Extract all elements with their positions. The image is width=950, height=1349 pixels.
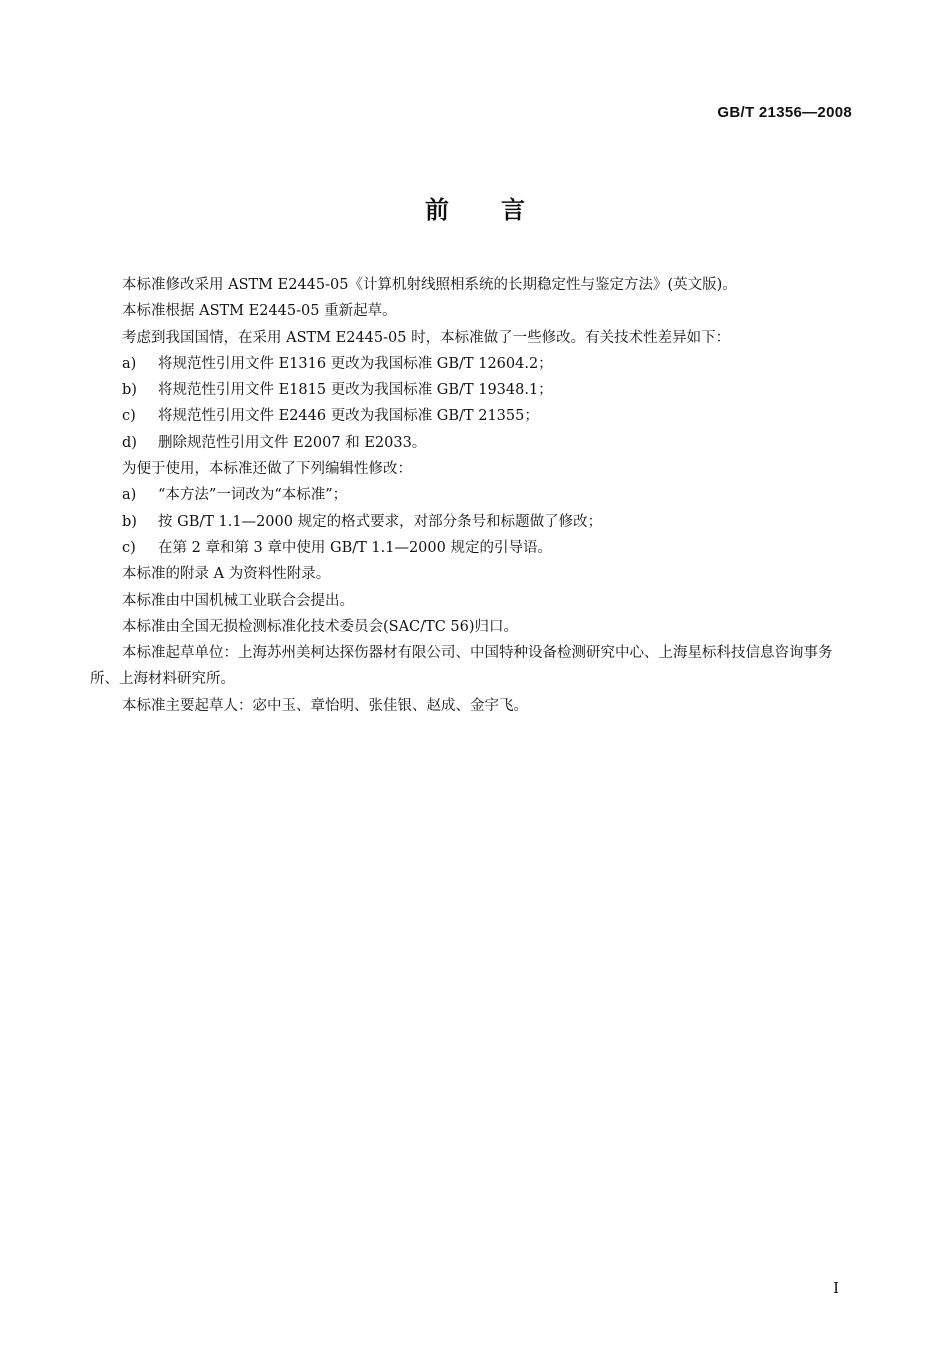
paragraph-redraft: 本标准根据 ASTM E2445-05 重新起草。 <box>122 303 397 320</box>
list-item-text: 按 GB/T 1.1—2000 规定的格式要求，对部分条号和标题做了修改； <box>158 513 603 530</box>
list-marker: a) <box>122 487 137 504</box>
paragraph-adoption: 本标准修改采用 ASTM E2445-05《计算机射线照相系统的长期稳定性与鉴定方法》(英文版)。 <box>122 277 737 293</box>
paragraph-committee: 本标准由全国无损检测标准化技术委员会(SAC/TC 56)归口。 <box>122 618 519 635</box>
list-item-editorial-c <box>90 535 855 561</box>
list-item-tech-diff-d <box>90 430 855 456</box>
paragraph-tech-diff-intro: 考虑到我国国情，在采用 ASTM E2445-05 时，本标准做了一些修改。有关技术性差异如下： <box>122 329 731 346</box>
list-item-text: 将规范性引用文件 E1815 更改为我国标准 GB/T 19348.1； <box>158 382 553 399</box>
paragraph-drafting-units: 本标准起草单位：上海苏州美柯达探伤器材有限公司、中国特种设备检测研究中心、上海星标科技信息咨询事务所、上海材料研究所。 <box>90 645 833 688</box>
list-item-text: 将规范性引用文件 E2446 更改为我国标准 GB/T 21355； <box>158 408 539 425</box>
paragraph-annex: 本标准的附录 A 为资料性附录。 <box>122 566 331 583</box>
list-item-text: 删除规范性引用文件 E2007 和 E2033。 <box>158 434 427 451</box>
standard-code: GB/T 21356—2008 <box>717 104 852 121</box>
list-item-text: 在第 2 章和第 3 章中使用 GB/T 1.1—2000 规定的引导语。 <box>158 539 552 556</box>
list-item-tech-diff-a <box>90 351 855 377</box>
paragraph-editorial-intro: 为便于使用，本标准还做了下列编辑性修改： <box>122 461 412 478</box>
list-marker: b) <box>122 382 137 399</box>
list-marker: a) <box>122 355 137 372</box>
page-title: 前言 <box>425 196 577 224</box>
list-marker: c) <box>122 539 136 556</box>
list-item-tech-diff-c <box>90 403 855 429</box>
paragraph-drafters: 本标准主要起草人：宓中玉、章怡明、张佳银、赵成、金宇飞。 <box>122 697 528 714</box>
list-marker: d) <box>122 434 137 451</box>
list-item-tech-diff-b <box>90 377 855 403</box>
list-item-text: “本方法”一词改为“本标准”； <box>158 487 348 504</box>
list-item-text: 将规范性引用文件 E1316 更改为我国标准 GB/T 12604.2； <box>158 355 553 372</box>
list-item-editorial-a <box>90 482 855 508</box>
page-number: I <box>833 1279 839 1297</box>
list-item-editorial-b <box>90 509 855 535</box>
list-marker: c) <box>122 408 136 425</box>
foreword-body <box>90 272 855 719</box>
list-marker: b) <box>122 513 137 530</box>
paragraph-proposer: 本标准由中国机械工业联合会提出。 <box>122 592 354 609</box>
